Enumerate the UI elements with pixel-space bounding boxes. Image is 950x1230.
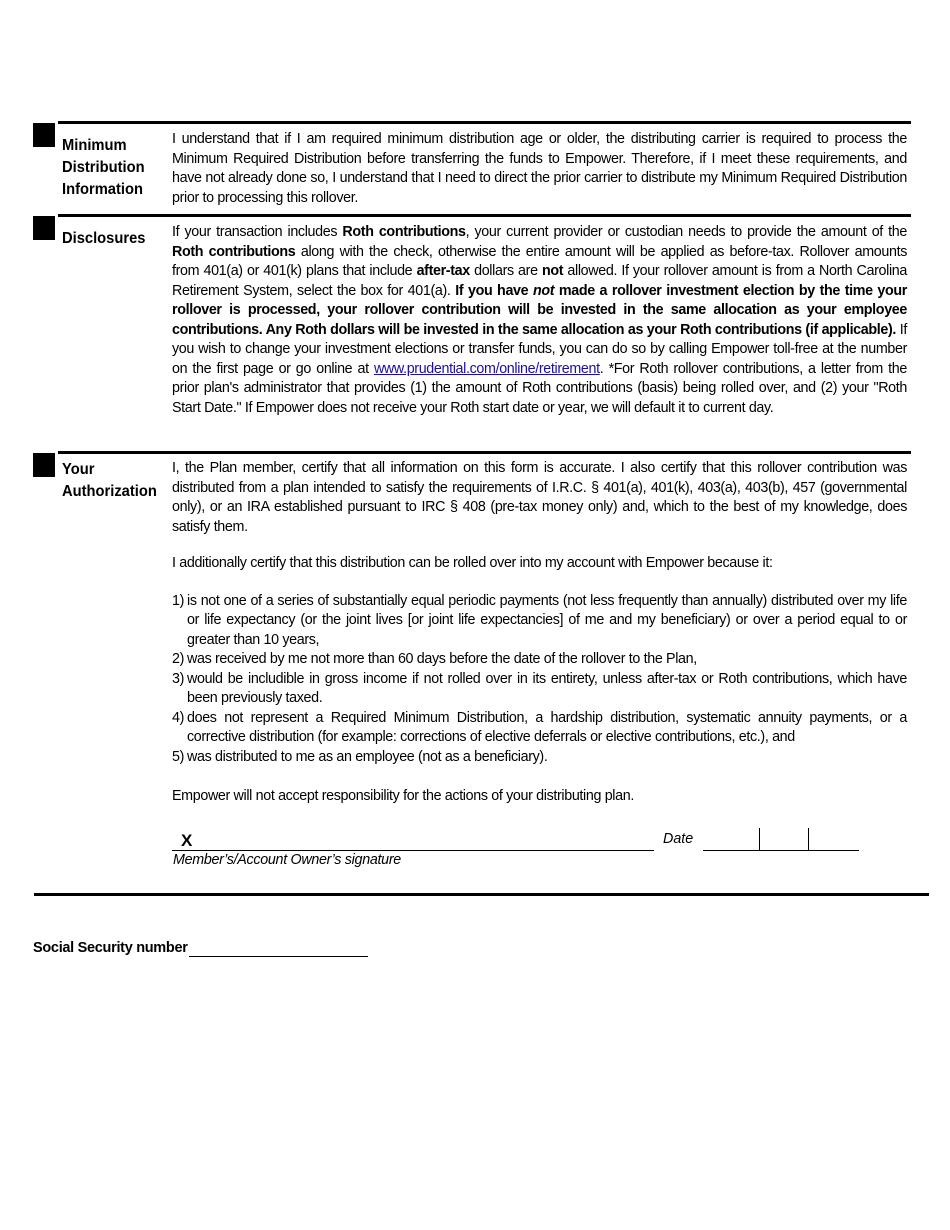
bottom-rule [34, 893, 929, 896]
heading-line: Information [62, 181, 143, 198]
ssn-field[interactable] [189, 956, 368, 957]
signature-field[interactable] [172, 850, 654, 851]
additional-certification: I additionally certify that this distribution can be rolled over into my account with Empower because it: [172, 555, 773, 571]
date-divider [808, 828, 809, 850]
signature-mark: X [181, 831, 193, 850]
date-label: Date [663, 831, 694, 847]
min-distribution-text: I understand that if I am required minimum distribution age or older, the distributing carrier is required to process the Minimum Required Distribution before transferring the funds to Empower. Therefore, if I meet these requirements, and have not already done so, I understand that I need to direct the prior carrier to distribute my Minimum Required Distribution prior to processing this rollover. [172, 131, 907, 206]
section-marker [33, 123, 55, 147]
section-rule [58, 214, 911, 217]
certification-list [172, 592, 907, 768]
section-rule [58, 451, 911, 454]
signature-label: Member’s/Account Owner’s signature [173, 852, 401, 868]
list-item: 5) was distributed to me as an employee (not as a beneficiary). [172, 748, 548, 765]
list-item: 4) does not represent a Required Minimum Distribution, a hardship distribution, systematic annuity payments, or a corrective distribution (for example: corrections of elective deferrals or elective contributions, etc.), and [172, 709, 907, 745]
responsibility-note: Empower will not accept responsibility for the actions of your distributing plan. [172, 788, 634, 804]
authorization-text [172, 459, 907, 807]
list-item: 1) is not one of a series of substantially equal periodic payments (not less frequently than annually) distributed over my life or life expectancy (or the joint lives [or joint life expectancies] of me and my beneficiary) or over a period equal to or greater than 10 years, [172, 592, 907, 648]
heading-line: Distribution [62, 159, 145, 176]
heading-line: Minimum [62, 137, 127, 154]
list-item: 3) would be includible in gross income if not rolled over in its entirety, unless after-tax or Roth contributions, which have been previously taxed. [172, 670, 907, 706]
disclosures-heading: Disclosures [62, 230, 146, 247]
certification-paragraph: I, the Plan member, certify that all information on this form is accurate. I also certify that this rollover contribution was distributed from a plan intended to satisfy the requirements of I.R.C. § 401(a), 401(k), 403(a), 403(b), 457 (governmental only), or an IRA established pursuant to IRC § 408 (pre-tax money only) and, which to the best of my knowledge, does satisfy them. [172, 460, 907, 535]
min-distribution-heading [62, 135, 163, 201]
section-marker [33, 453, 55, 477]
date-field[interactable] [703, 850, 859, 851]
ssn-label: Social Security number [33, 940, 188, 956]
section-marker [33, 216, 55, 240]
section-rule [58, 121, 911, 124]
prudential-link[interactable]: www.prudential.com/online/retirement [373, 360, 600, 377]
authorization-heading: Your Authorization [62, 461, 157, 500]
list-item: 2) was received by me not more than 60 days before the date of the rollover to the Plan, [172, 651, 697, 667]
disclosures-text: If your transaction includes Roth contributions, your current provider or custodian needs to provide the amount of the Roth contributions along with the check, otherwise the entire amount will be applied as before-tax. Rollover amounts from 401(a) or 401(k) plans that include after-tax dollars are not allowed. If your rollover amount is from a North Carolina Retirement System, select the box for 401(a). If you have not made a rollover investment election by the time your rollover is processed, your rollover contribution will be invested in the same allocation as your employee contributions. Any Roth dollars will be invested in the same allocation as your Roth contributions (if applicable). If you wish to change your investment elections or transfer funds, you can do so by calling Empower toll-free at the number on the first page or go online at www.prudential.com/online/retirement. *For Roth rollover contributions, a letter from the prior plan's administrator that provides (1) the amount of Roth contributions (basis) being rolled over, and (2) your "Roth Start Date." If Empower does not receive your Roth start date or year, we will default it to current day. [172, 224, 908, 416]
date-divider [759, 828, 760, 850]
